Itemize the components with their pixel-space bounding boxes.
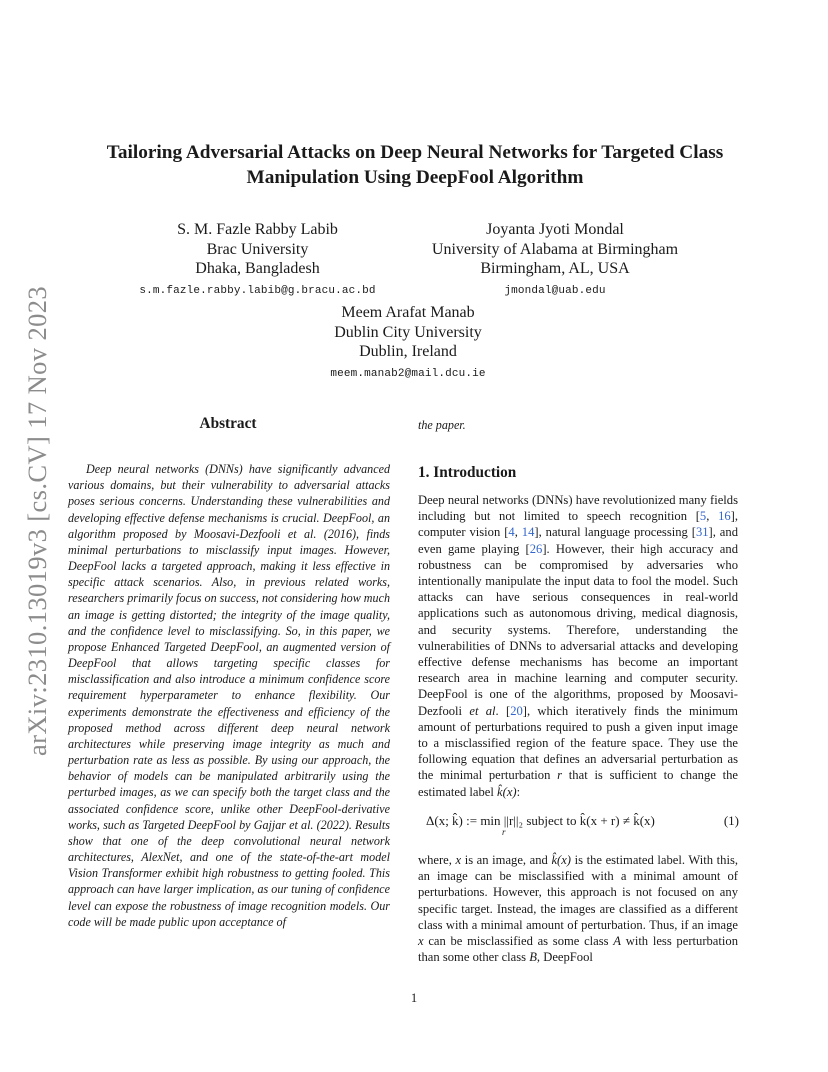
citation-link[interactable]: 26 — [529, 541, 543, 556]
abstract-continued: the paper. — [418, 418, 466, 432]
author-block — [405, 220, 705, 301]
equation-subscript: r — [502, 827, 506, 837]
arxiv-id: arXiv:2310.13019v3 [cs.CV] 17 Nov 2023 — [22, 285, 52, 756]
author-affiliation: Brac University — [206, 240, 309, 258]
page-number: 1 — [410, 991, 418, 1005]
author-email: meem.manab2@mail.dcu.ie — [330, 367, 486, 380]
author-email: s.m.fazle.rabby.labib@g.bracu.ac.bd — [139, 284, 376, 297]
author-email: jmondal@uab.edu — [504, 284, 606, 297]
author-location: Dublin, Ireland — [359, 343, 457, 360]
author-affiliation: Dublin City University — [334, 323, 482, 341]
intro-paragraph: Deep neural networks (DNNs) have revolutionized many fields including but not limited to speech recognition [5, 16], computer vision [4, 14], natural language processing [31], and even game playing [26]. However, their high accuracy and robustness can be compromised by adversaries who intentionally manipulate the input data to fool the model. Such attacks can have serious consequences in real-world applications such as autonomous driving, medical diagnosis, and security systems. Therefore, understanding the vulnerabilities of DNNs to adversarial attacks and developing effective defense mechanisms has become an important research area in machine learning and computer security. DeepFool is one of the algorithms, proposed by Moosavi-Dezfooli et al. [20], which iteratively finds the minimum amount of perturbations required to push a given input image to a misclassified region of the feature space. They use the following equation that defines an adversarial perturbation as the minimal perturbation r that is sufficient to change the estimated label k̂(x): — [418, 493, 738, 799]
equation-number: (1) — [723, 813, 739, 828]
section-heading-introduction: 1. Introduction — [418, 464, 517, 481]
author-name: S. M. Fazle Rabby Labib — [177, 221, 338, 238]
arxiv-stamp — [18, 282, 52, 762]
author-location: Dhaka, Bangladesh — [195, 260, 320, 277]
citation-link[interactable]: 4 — [508, 525, 515, 540]
intro-paragraph: where, x is an image, and k̂(x) is the estimated label. With this, an image can be misclassified with a minimal amount of perturbations. However, this approach is not focused on any specific target. Instead, the images are classified as a different class with a minimal amount of perturbation. Thus, if an image x can be misclassified as some class A with less perturbation than some other class B, DeepFool — [418, 853, 739, 965]
citation-link[interactable]: 31 — [695, 525, 709, 540]
author-location: Birmingham, AL, USA — [480, 260, 630, 277]
citation-link[interactable]: 16 — [718, 509, 731, 524]
abstract-heading: Abstract — [199, 415, 257, 432]
citation-link[interactable]: 20 — [510, 703, 523, 718]
author-name: Joyanta Jyoti Mondal — [486, 221, 624, 238]
paper-title: Tailoring Adversarial Attacks on Deep Neural Networks for Targeted Class Manipulation Using DeepFool Algorithm — [106, 142, 724, 188]
author-affiliation: University of Alabama at Birmingham — [431, 240, 679, 258]
author-name: Meem Arafat Manab — [341, 304, 475, 321]
abstract-text: Deep neural networks (DNNs) have significantly advanced various domains, but their vulnerability to adversarial attacks poses serious concerns. Understanding these vulnerabilities and developing effective defense mechanisms is crucial. DeepFool, an algorithm proposed by Moosavi-Dezfooli et al. (2016), finds minimal perturbations to misclassify input images. However, DeepFool lacks a targeted approach, making it less effective in specific attack scenarios. Also, in previous related works, researchers primarily focus on success, not considering how much an image is getting distorted; the integrity of the image quality, and the confidence level to misclassifying. So, in this paper, we propose Enhanced Targeted DeepFool, an augmented version of DeepFool that allows targeting specific classes for misclassification and also introduce a minimum confidence score requirement hyperparameter to enhance flexibility. Our experiments demonstrate the effectiveness and efficiency of the proposed method across different deep neural network architectures while preserving image integrity as much and perturbation rate as less as possible. By using our approach, the behavior of models can be manipulated arbitrarily using the perturbed images, as we can specify both the target class and the associated confidence score, unlike other DeepFool-derivative works, such as Targeted DeepFool by Gajjar et al. (2022). Results show that one of the deep convolutional neural network architectures, AlexNet, and one of the state-of-the-art model Vision Transformer exhibit high robustness to getting fooled. This approach can have larger implication, as our tuning of confidence level can expose the robustness of image recognition models. Our code will be made public upon acceptance of — [68, 462, 390, 929]
citation-link[interactable]: 14 — [521, 525, 535, 540]
author-block — [258, 303, 558, 384]
citation-link[interactable]: 5 — [699, 509, 707, 524]
equation-1 — [426, 813, 739, 839]
equation-body: Δ(x; k̂) := min ||r||₂ subject to k̂(x + r) ≠ k̂(x) — [426, 813, 655, 828]
author-block — [110, 220, 405, 301]
